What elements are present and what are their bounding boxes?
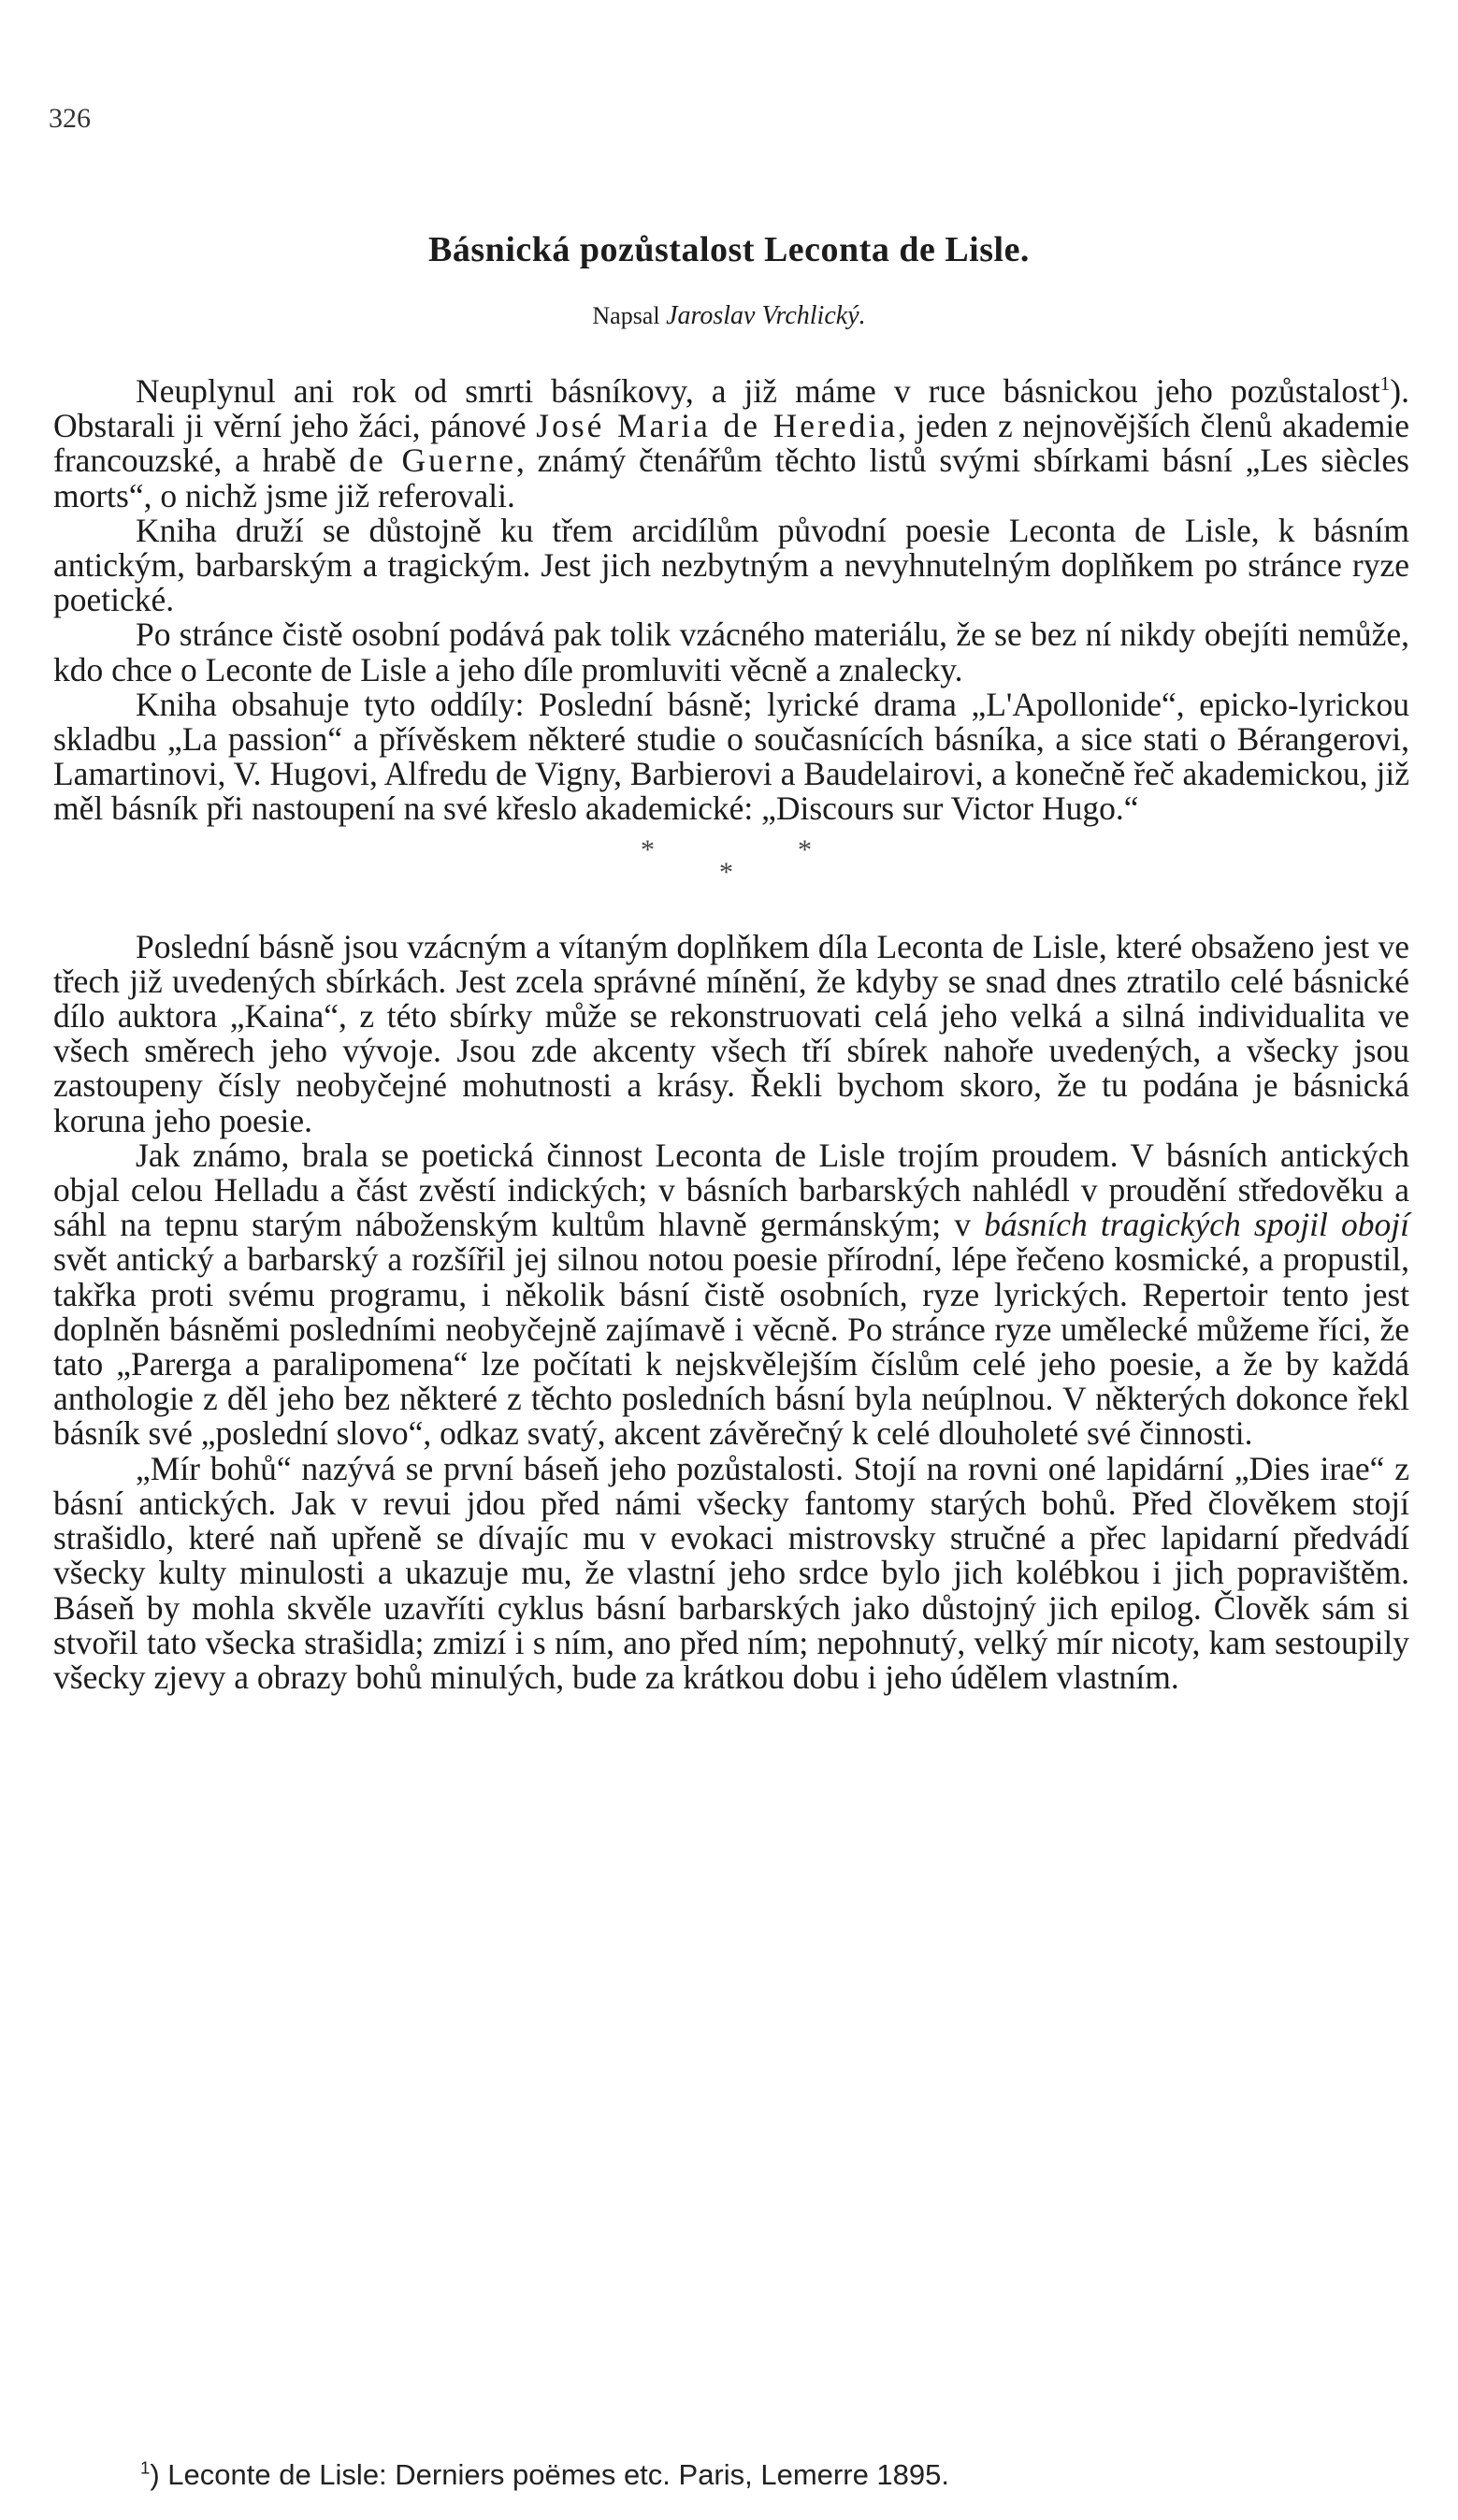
paragraph-text: ). Obstarali ji věrní jeho žáci, pánové [53, 372, 1409, 445]
paragraph [53, 617, 1409, 687]
paragraphs-after-separator [53, 927, 1409, 1696]
footnote-mark: 1 [140, 2457, 151, 2478]
paragraph-text: , známý čtenářům těchto listů svými sbírkami básní „Les siècles morts“, o nichž jsme již referovali. [53, 442, 1409, 514]
paragraph [53, 927, 1409, 1139]
paragraph-text: Po stránce čistě osobní podává pak tolik vzácného materiálu, že se bez ní nikdy obejíti nemůže, kdo chce o Leconte de Lisle a jeho díle promluviti věcně a znalecky. [53, 616, 1409, 688]
separator-star: * [719, 856, 733, 888]
paragraph [53, 511, 1409, 619]
separator-star: * [641, 833, 655, 865]
paragraph [53, 1449, 1409, 1696]
spaced-name: José Maria de Heredia [536, 407, 898, 445]
paragraph-text: „Mír bohů“ nazývá se první báseň jeho pozůstalosti. Stojí na rovni oné lapidární „Dies irae“ z básní antických. Jak v revui jdou před námi všecky fantomy starých bohů. Před člověkem stojí strašidlo, které naň upřeně se dívajíc mu v evokaci mistrovsky stručné a přec lapidarní předvádí všecky kulty minulosti a ukazuje mu, že vlastní jeho srdce bylo jich kolébkou i jich popravištěm. Báseň by mohla skvěle uzavříti cyklus básní barbarských jako důstojný jich epilog. Člověk sám si stvořil tato všecka strašidla; zmizí i s ním, ano před ním; nepohnutý, velký mír nicoty, kam sestoupily všecky zjevy a obrazy bohů minulých, bude za krátkou dobu i jeho údělem vlastním. [53, 1449, 1409, 1696]
article-title: Básnická pozůstalost Leconta de Lisle. [428, 230, 1030, 269]
paragraphs-before-separator [53, 374, 1409, 827]
paragraph-text: Kniha druží se důstojně ku třem arcidílům původní poesie Leconta de Lisle, k básním antickým, barbarským a tragickým. Jest jich nezbytným a nevyhnutelným doplňkem po stránce ryze poetické. [53, 511, 1409, 619]
byline-prefix: Napsal [592, 302, 660, 329]
page-number: 326 [49, 103, 91, 134]
article-body [53, 374, 1409, 1695]
footnote-text: ) Leconte de Lisle: Derniers poëmes etc. Paris, Lemerre 1895. [150, 2458, 949, 2491]
footnote-reference: 1 [1379, 372, 1391, 396]
paragraph [53, 374, 1409, 514]
separator-star: * [798, 833, 812, 865]
italic-text: básních tragických spojil obojí [984, 1206, 1409, 1244]
spaced-name: de Guerne [349, 442, 517, 480]
paragraph-text: Jak známo, brala se poetická činnost Leconta de Lisle trojím proudem. V básních antických objal celou Helladu a část zvěstí indických; v básních barbarských nahlédl v proudění středověku a sáhl na tepnu starým náboženským kultům hlavně germánským; v [53, 1136, 1409, 1244]
paragraph-text: Neuplynul ani rok od smrti básníkovy, a již máme v ruce básnickou jeho pozůstalost [136, 372, 1380, 410]
paragraph-text: Poslední básně jsou vzácným a vítaným doplňkem díla Leconta de Lisle, které obsaženo jest ve třech již uvedených sbírkách. Jest zcela správné mínění, že kdyby se snad dnes ztratilo celé básnické dílo auktora „Kaina“, z této sbírky může se rekonstruovati celá jeho velká a silná individualita ve všech směrech jeho vývoje. Jsou zde akcenty všech tří sbírek nahoře uvedených, a všecky jsou zastoupeny čísly neobyčejné mohutnosti a krásy. Řekli bychom skoro, že tu podána je básnická koruna jeho poesie. [53, 927, 1409, 1139]
byline [0, 301, 1458, 331]
paragraph-text: svět antický a barbarský a rozšířil jej silnou notou poesie přírodní, lépe řečeno kosmické, a propustil, takřka proti svému programu, i několik básní čistě osobních, ryze lyrických. Repertoir tento jest doplněn básněmi posledními neobyčejně zajímavě i věcně. Po stránce ryze umělecké můžeme říci, že tato „Parerga a paralipomena“ lze počítati k nejskvělejším číslům celé jeho poesie, a že by každá anthologie z děl jeho bez některé z těchto posledních básní byla neúplnou. V některých dokonce řekl básník své „poslední slovo“, odkaz svatý, akcent závěrečný k celé dlouholeté své činnosti. [53, 1240, 1409, 1453]
paragraph [53, 685, 1409, 828]
byline-author: Jaroslav Vrchlický. [666, 301, 866, 330]
paragraph-text: Kniha obsahuje tyto oddíly: Poslední básně; lyrické drama „L'Apollonide“, epicko-lyrickou skladbu „La passion“ a přívěskem některé studie o současnících básníka, a sice stati o Bérangerovi, Lamartinovi, V. Hugovi, Alfredu de Vigny, Barbierovi a Baudelairovi, a konečně řeč akademickou, již měl básník při nastoupení na své křeslo akademické: „Discours sur Victor Hugo.“ [53, 685, 1409, 828]
section-separator [53, 827, 1409, 930]
footnote [140, 2458, 949, 2492]
paragraph-text: , jeden z nejnovějších členů akademie francouzské, a hrabě [53, 407, 1410, 480]
paragraph [53, 1138, 1409, 1452]
